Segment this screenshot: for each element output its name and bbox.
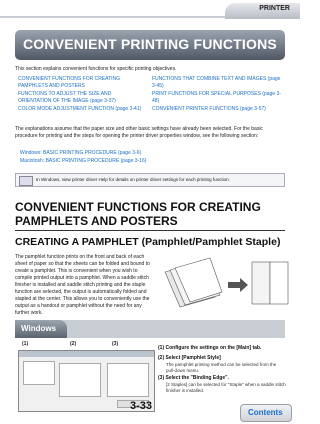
pamphlet-style-list [59,363,101,397]
link-right-1[interactable]: FUNCTIONS THAT COMBINE TEXT AND IMAGES (page 3-45) [152,76,281,89]
title-banner [15,30,285,60]
ref-windows[interactable]: Windows: BASIC PRINTING PROCEDURE (page 3-6) [20,150,142,156]
explain-text: The explanations assume that the paper size and other basic settings have already been selected. For the basic procedure for printing and the steps for opening the printer driver properties window, see the following section: [15,126,263,139]
link-left-3[interactable]: COLOR MODE ADJUSTMENT FUNCTION (page 3-41) [18,106,142,112]
subheading: CREATING A PAMPHLET (Pamphlet/Pamphlet Staple) [15,236,281,248]
step-3-title: (3) Select the "Binding Edge". [158,375,229,381]
section-heading-line2: PAMPHLETS AND POSTERS [15,214,178,228]
step-2-desc: The pamphlet printing method can be selected from the pull-down menu. [166,362,277,373]
section-title: PRINTER [259,5,290,12]
intro-text: This section explains convenient functions for specific printing objectives. [15,66,177,72]
link-right-2[interactable]: PRINT FUNCTIONS FOR SPECIAL PURPOSES (page 3-48) [152,91,281,104]
step-1-title: (1) Configure the settings on the [Main] tab. [158,345,262,351]
step-2-title: (2) Select [Pamphlet Style] [158,355,221,361]
dialog-titlebar [19,351,154,357]
ref-macintosh[interactable]: Macintosh: BASIC PRINTING PROCEDURE (page 3-16) [20,158,147,164]
note-box [15,173,285,187]
contents-button[interactable] [240,404,292,422]
page-header [0,0,300,24]
note-text: In Windows, view printer driver Help for details on printer driver settings for each printing function. [36,177,230,182]
note-icon [19,176,33,186]
preview-box [23,361,55,385]
heading-rule [15,230,285,231]
section-heading-line1: CONVENIENT FUNCTIONS FOR CREATING [15,200,261,214]
os-tab-windows [15,320,67,338]
binding-edge-list [107,363,149,397]
contents-label: Contents [248,408,283,417]
os-tab-label: Windows [21,324,57,333]
callout-3: (3) [112,341,119,347]
pamphlet-pages-icon [165,258,222,307]
link-right-3[interactable]: CONVENIENT PRINTER FUNCTIONS (page 3-57) [152,106,266,112]
body-text: The pamphlet function prints on the front and back of each sheet of paper so that the sheets can be folded and bound to create a pamphlet. This is convenient when you wish to compile printed output into a pamphlet. When a saddle stitch finisher is installed and saddle stitch printing and the staple function are selected, the output is automatically folded and stapled at the center. This allows you to conveniently use the output as a handout or pamphlet without the need for any further work. [15,254,150,316]
step-3-desc: [2 Staples] can be selected for "Staple" when a saddle stitch finisher is installed. [166,382,286,393]
link-left-2[interactable]: FUNCTIONS TO ADJUST THE SIZE AND ORIENTATION OF THE IMAGE (page 3-37) [18,91,116,104]
link-left-1[interactable]: CONVENIENT FUNCTIONS FOR CREATING PAMPHLETS AND POSTERS [18,76,121,89]
booklet-icon [252,262,288,304]
arrow-icon [228,278,248,292]
banner-title: CONVENIENT PRINTING FUNCTIONS [23,36,277,52]
page-number: 3-33 [130,400,153,412]
callout-2: (2) [70,341,77,347]
pamphlet-illustration [160,252,290,314]
callout-1: (1) [22,341,29,347]
